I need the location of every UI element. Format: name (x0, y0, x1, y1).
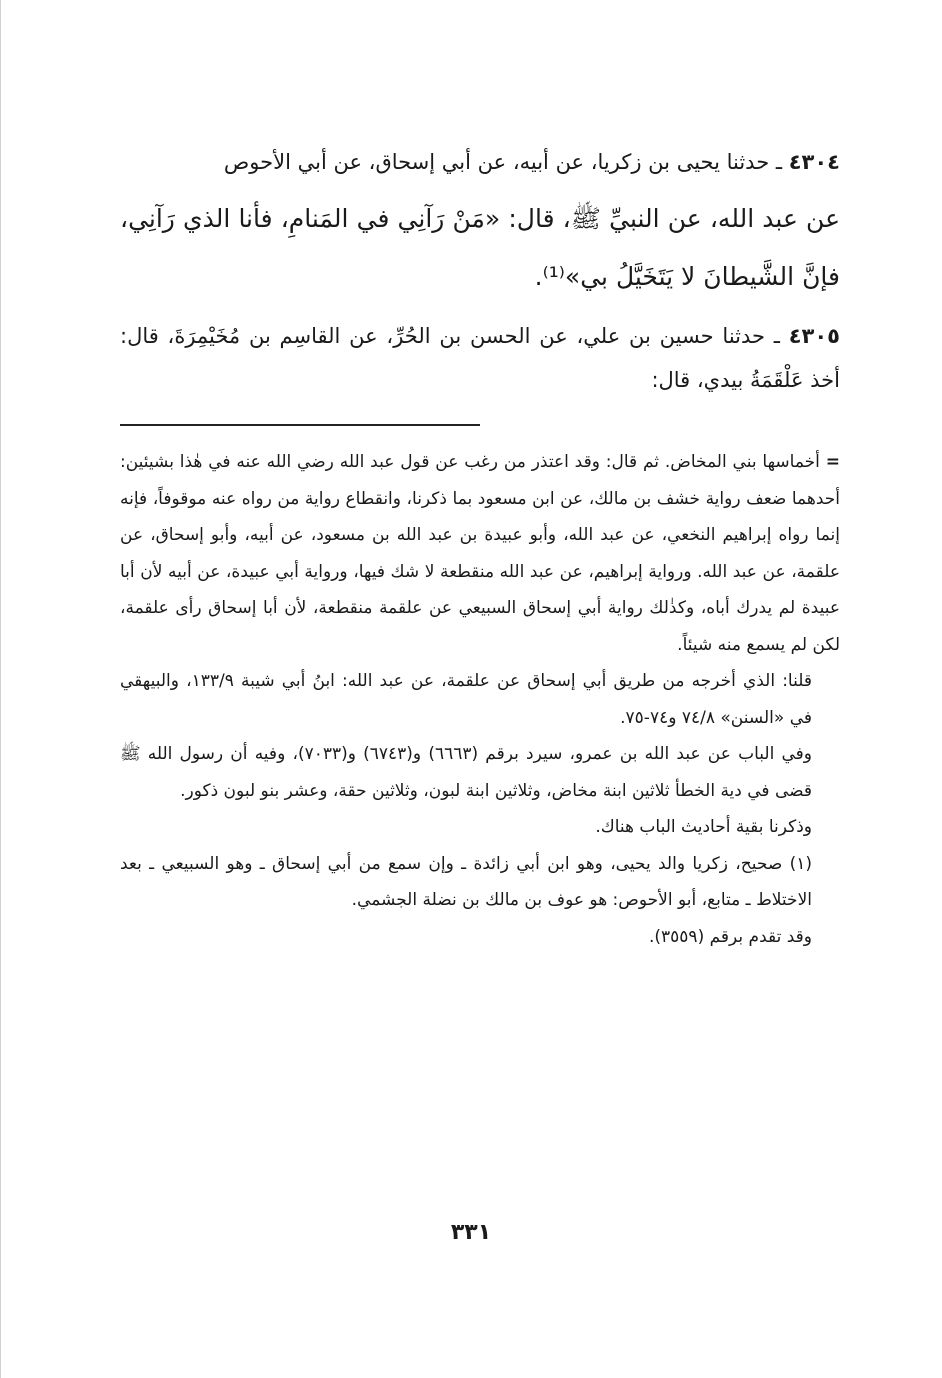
footnote-note-1-ref: وقد تقدم برقم (٣٥٥٩). (648, 926, 812, 947)
footnote-para-4: وذكرنا بقية أحاديث الباب هناك. (595, 817, 812, 837)
footnote-continuation-mark: = (825, 452, 840, 472)
hadith-4304-number: ٤٣٠٤ (788, 150, 840, 174)
page-number: ٣٣١ (450, 1220, 492, 1245)
hadith-4305-number: ٤٣٠٥ (788, 324, 841, 348)
footnote-para-1-text: أخماسها بني المخاض. ثم قال: وقد اعتذر من رغب عن قول عبد الله رضي الله عنه في هٰذا بشيئين: أحدهما ضعف رواية خشف بن مالك، عن ابن مسعود بما ذكرنا، وانقطاع رواية من رواه عنه موقوفاً، فإنه إنما رواه إبراهيم النخعي، عن عبد الله، وأبو عبيدة بن عبد الله بن مسعود، عن أبيه، وأبو إسحاق، عن علقمة، عن عبد الله. ورواية إبراهيم، عن عبد الله منقطعة لا شك فيها، ورواية أبي عبيدة، عن أبيه لأن أبا عبيدة لم يدرك أباه، وكذٰلك رواية أبي إسحاق السبيعي عن علقمة منقطعة، لأن أبا إسحاق رأى علقمة، لكن لم يسمع منه شيئاً. (120, 452, 840, 655)
footnote-para-3: وفي الباب عن عبد الله بن عمرو، سيرد برقم (٦٦٦٣) و(٦٧٤٣) و(٧٠٣٣)، وفيه أن رسول الله ﷺ قضى في دية الخطأ ثلاثين ابنة مخاض، وثلاثين ابنة لبون، وثلاثين حقة، وعشر بنو لبون ذكور. (120, 744, 812, 801)
footnote-separator (120, 424, 480, 426)
hadith-4305-text: ـ حدثنا حسين بن علي، عن الحسن بن الحُرِّ، عن القاسِم بن مُخَيْمِرَةَ، قال: أخذ عَلْقَمَةُ بيدي، قال: (120, 324, 840, 392)
footnote-para-2: قلنا: الذي أخرجه من طريق أبي إسحاق عن علقمة، عن عبد الله: ابنُ أبي شيبة ١٣٣/٩، والبيهقي في «السنن» ٧٤/٨ و٧٤-٧٥. (120, 671, 812, 728)
hadith-4304-isnad (120, 140, 840, 184)
page-body (120, 140, 840, 955)
scan-edge (0, 0, 1, 1378)
hadith-4304-isnad-text: ـ حدثنا يحيى بن زكريا، عن أبيه، عن أبي إسحاق، عن أبي الأحوص (223, 150, 783, 174)
footnote-note-1: (١) صحيح، زكريا والد يحيى، وهو ابن أبي زائدة ـ وإن سمع من أبي إسحاق ـ وهو السبيعي ـ بعد الاختلاط ـ متابع، أبو الأحوص: هو عوف بن مالك بن نضلة الجشمي. (120, 853, 812, 910)
hadith-4304-matn: عن عبد الله، عن النبيِّ ﷺ، قال: «مَنْ رَآنِي في المَنامِ، فأنا الذي رَآنِي، فإنَّ الشَّيطانَ لا يَتَخَيَّلُ بي»⁽¹⁾. (120, 204, 840, 291)
hadith-4305 (120, 314, 840, 402)
footnote-para-1 (120, 444, 840, 663)
